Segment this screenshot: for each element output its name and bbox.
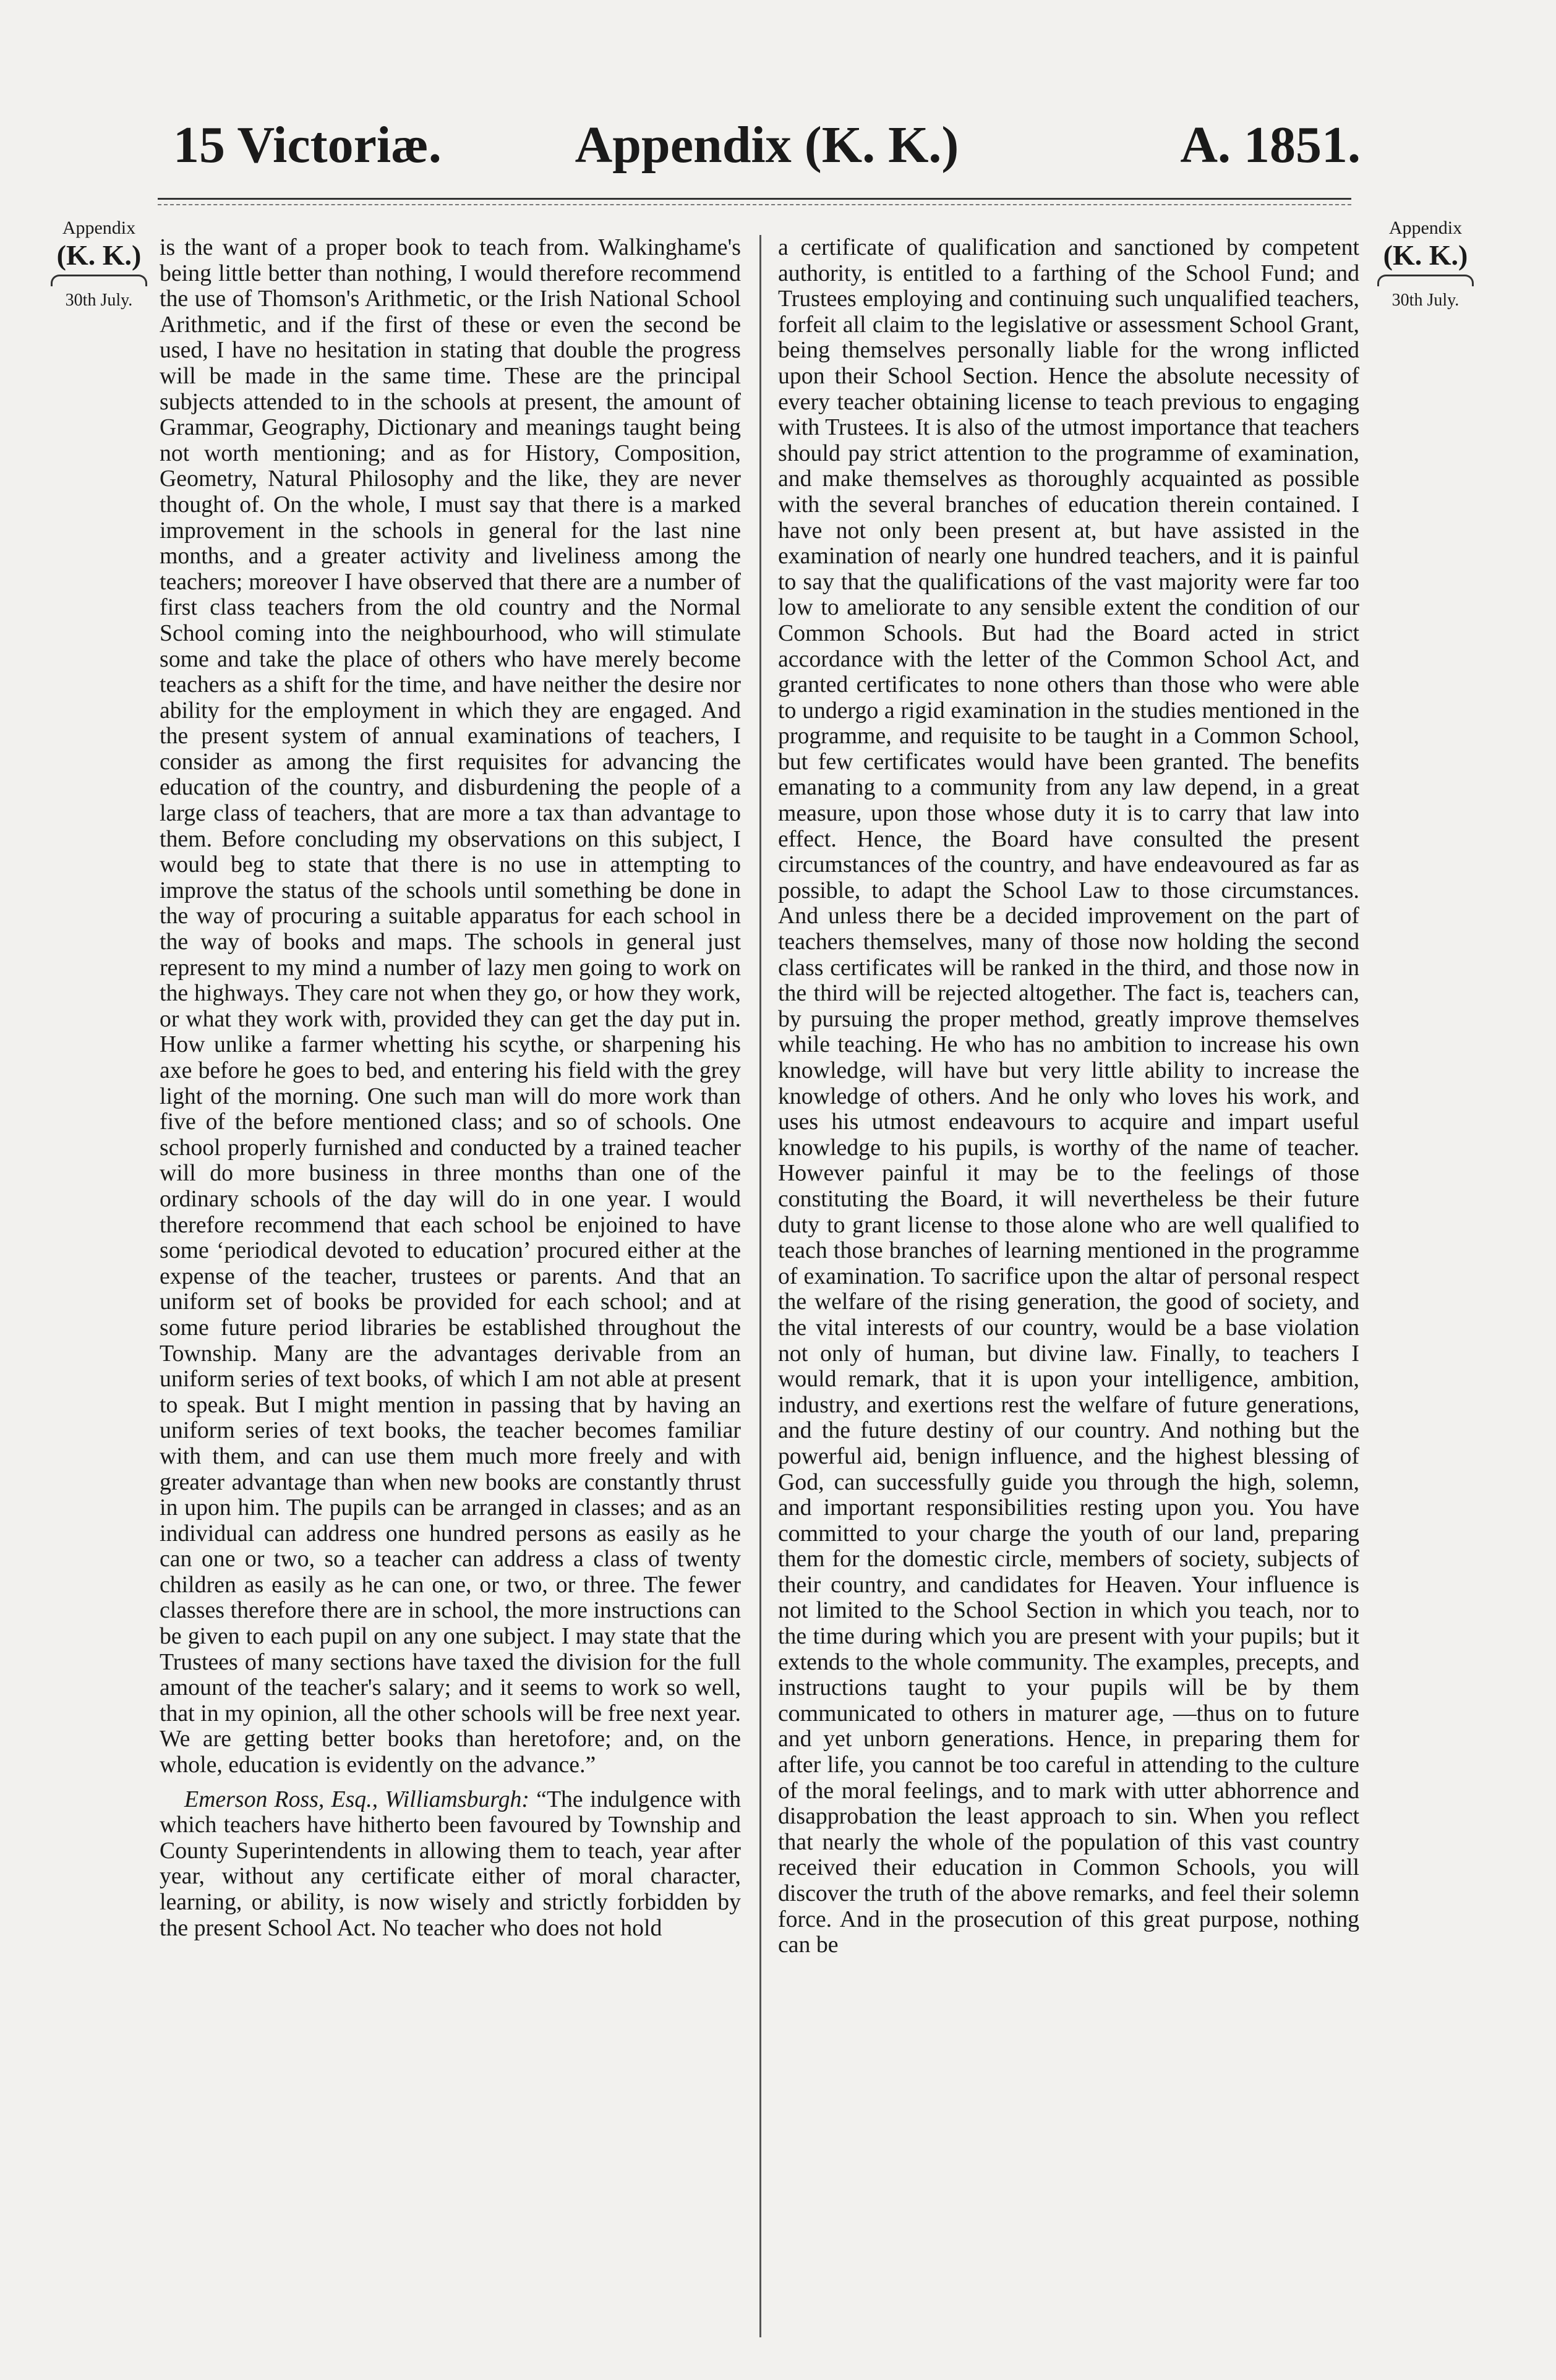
- left-margin-note: [43, 216, 155, 311]
- page-header: [173, 111, 1361, 179]
- margin-appendix-label: Appendix: [62, 218, 136, 238]
- margin-brace: [51, 275, 147, 286]
- right-margin-note: [1370, 216, 1481, 311]
- column-divider: [759, 235, 761, 2337]
- paragraph: a certificate of qualification and sanctioned by competent authority, is entitled to a farthing of the School Fund; and Trustees employing and continuing such unqualified teachers, forfeit all claim to the legislative or assessment School Grant, being themselves personally liable for the wrong inflicted upon their School Section. Hence the absolute necessity of every teacher obtaining license to teach previous to engaging with Trustees. It is also of the utmost importance that teachers should pay strict attention to the programme of examination, and make themselves as thoroughly acquainted as possible with the several branches of education therein contained. I have not only been present at, but have assisted in the examination of nearly one hundred teachers, and it is painful to say that the qualifications of the vast majority were far too low to ameliorate to any sensible extent the condition of our Common Schools. But had the Board acted in strict accordance with the letter of the Common School Act, and granted certificates to none others than those who were able to undergo a rigid examination in the studies mentioned in the programme, and requisite to be taught in a Common School, but few certificates would have been granted. The benefits emanating to a community from any law depend, in a great measure, upon those whose duty it is to carry that law into effect. Hence, the Board have consulted the present circumstances of the country, and have endeavoured as far as possible, to adapt the School Law to those circumstances. And unless there be a decided improvement on the part of teachers themselves, many of those now holding the second class certificates will be ranked in the third, and those now in the third will be rejected altogether. The fact is, teachers can, by pursuing the proper method, greatly improve themselves while teaching. He who has no ambition to increase his own knowledge, will have but very little ability to increase the knowledge of others. And he only who loves his work, and uses his utmost endeavours to acquire and impart useful knowledge to his pupils, is worthy of the name of teacher. However painful it may be to the feelings of those constituting the Board, it will nevertheless be their future duty to grant license to those alone who are well qualified to teach those branches of learning mentioned in the programme of examination. To sacrifice upon the altar of personal respect the welfare of the rising generation, the good of society, and the vital interests of our country, would be a base violation not only of human, but divine law. Finally, to teachers I would remark, that it is upon your intelligence, ambition, industry, and exertions rest the welfare of future generations, and the future destiny of our country. And nothing but the powerful aid, benign influence, and the highest blessing of God, can successfully guide you through the high, solemn, and important responsibilities resting upon you. You have committed to your charge the youth of our land, preparing them for the domestic circle, members of society, subjects of their country, and candidates for Heaven. Your influence is not limited to the School Section in which you teach, nor to the time during which you are present with your pupils; but it extends to the whole community. The examples, precepts, and instructions taught to your pupils will be by them communicated to others in maturer age, —thus on to future and yet unborn generations. Hence, in preparing them for after life, you cannot be too careful in attending to the culture of the moral feelings, and to mark with utter abhorrence and disapprobation the least approach to sin. When you reflect that nearly the whole of the population of this vast country received their education in Common Schools, you will discover the truth of the above remarks, and feel their solemn force. And in the prosecution of this great purpose, nothing can be: [778, 234, 1359, 1958]
- paragraph-text: “The indulgence with which teachers have hitherto been favoured by Township and County Superintendents in allowing them to teach, year after year, without any certificate either of moral character, learning, or ability, is now wisely and strictly forbidden by the present School Act. No teacher who does not hold: [160, 1786, 741, 1941]
- text-column-right: [778, 235, 1359, 1958]
- margin-brace: [1377, 275, 1474, 286]
- paragraph: is the want of a proper book to teach from. Walkinghame's being little better than nothing, I would therefore recommend the use of Thomson's Arithmetic, or the Irish National School Arithmetic, and if the first of these or even the second be used, I have no hesitation in stating that double the progress will be made in the same time. These are the principal subjects attended to in the schools at present, the amount of Grammar, Geography, Dictionary and meanings taught being not worth mentioning; and as for History, Composition, Geometry, Natural Philosophy and the like, they are never thought of. On the whole, I must say that there is a marked improvement in the schools in general for the last nine months, and a greater activity and liveliness among the teachers; moreover I have observed that there are a number of first class teachers from the old country and the Normal School coming into the neighbourhood, who will stimulate some and take the place of others who have merely become teachers as a shift for the time, and have neither the desire nor ability for the employment in which they are engaged. And the present system of annual examinations of teachers, I consider as among the first requisites for advancing the education of the country, and disburdening the people of a large class of teachers, that are more a tax than advantage to them. Before concluding my observations on this subject, I would beg to state that there is no use in attempting to improve the status of the schools until something be done in the way of procuring a suitable apparatus for each school in the way of books and maps. The schools in general just represent to my mind a number of lazy men going to work on the highways. They care not when they go, or how they work, or what they work with, provided they can get the day put in. How unlike a farmer whetting his scythe, or sharpening his axe before he goes to bed, and entering his field with the grey light of the morning. One such man will do more work than five of the before mentioned class; and so of schools. One school properly furnished and conducted by a trained teacher will do more business in three months than one of the ordinary schools of the day will do in one year. I would therefore recommend that each school be enjoined to have some ‘periodical devoted to education’ procured either at the expense of the teacher, trustees or parents. And that an uniform set of books be provided for each school; and at some future period libraries be established throughout the Township. Many are the advantages derivable from an uniform series of text books, of which I am not able at present to speak. But I might mention in passing that by having an uniform series of text books, the teacher becomes familiar with them, and can use them much more freely and with greater advantage than when new books are constantly thrust in upon him. The pupils can be arranged in classes; and as an individual can address one hundred persons as easily as he can one or two, so a teacher can address a class of twenty children as easily as he can one, or two, or three. The fewer classes therefore there are in school, the more instructions can be given to each pupil on any one subject. I may state that the Trustees of many sections have taxed the division for the full amount of the teacher's salary; and it seems to work so well, that in my opinion, all the other schools will be free next year. We are getting better books than heretofore; and, on the whole, education is evidently on the advance.”: [160, 234, 741, 1778]
- speaker-name: Emerson Ross, Esq., Williamsburgh:: [184, 1786, 530, 1812]
- margin-date: 30th July.: [1391, 291, 1460, 310]
- paragraph: [160, 1787, 741, 1942]
- text-column-left: [160, 235, 741, 1941]
- margin-date: 30th July.: [65, 291, 133, 310]
- margin-appendix-label: Appendix: [1388, 218, 1463, 238]
- margin-kk-label: (K. K.): [1383, 239, 1468, 271]
- header-appendix-title: Appendix (K. K.): [575, 116, 959, 174]
- header-rule-dashed: [158, 204, 1351, 205]
- header-session: 15 Victoriæ.: [173, 116, 442, 174]
- header-rule: [158, 198, 1351, 200]
- margin-kk-label: (K. K.): [56, 239, 142, 271]
- header-year: A. 1851.: [1180, 116, 1361, 174]
